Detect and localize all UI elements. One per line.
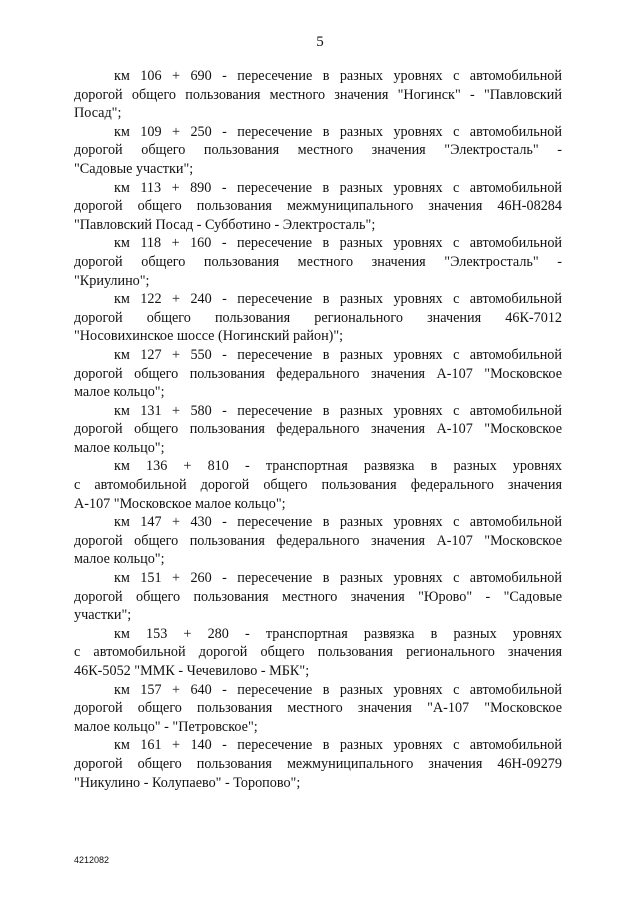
entry-line: дорогой общего пользования местного значения "Юрово" - "Садовые (74, 588, 562, 605)
entry-line: дорогой общего пользования местного значения "Ногинск" - "Павловский (74, 86, 562, 103)
entry-line: дорогой общего пользования местного значения "А-107 "Московское (74, 700, 562, 717)
list-item (74, 346, 562, 402)
list-item (74, 290, 562, 346)
list-item (74, 457, 562, 513)
list-item (74, 123, 562, 179)
entry-line: км 122 + 240 - пересечение в разных уровнях с автомобильной (114, 291, 562, 308)
entry-line: км 157 + 640 - пересечение в разных уровнях с автомобильной (114, 681, 562, 698)
entry-line: "Носовихинское шоссе (Ногинский район)"; (74, 328, 344, 345)
entry-line: дорогой общего пользования межмуниципального значения 46Н-09279 (74, 755, 562, 772)
entry-line: км 113 + 890 - пересечение в разных уровнях с автомобильной (114, 179, 562, 196)
entry-line: малое кольцо"; (74, 551, 165, 568)
entry-line: дорогой общего пользования регионального значения 46К-7012 (74, 309, 562, 326)
entry-line: малое кольцо" - "Петровское"; (74, 718, 258, 735)
list-item (74, 681, 562, 737)
list-item (74, 736, 562, 792)
entry-line: "Никулино - Колупаево" - Торопово"; (74, 774, 301, 791)
entry-line: км 106 + 690 - пересечение в разных уровнях с автомобильной (114, 68, 562, 84)
list-item (74, 625, 562, 681)
entry-line: км 153 + 280 - транспортная развязка в разных уровнях (114, 625, 562, 642)
list-item (74, 67, 562, 123)
entry-line: км 127 + 550 - пересечение в разных уровнях с автомобильной (114, 346, 562, 363)
entry-line: Посад"; (74, 105, 122, 122)
entry-line: км 118 + 160 - пересечение в разных уровнях с автомобильной (114, 235, 562, 252)
entry-line: км 161 + 140 - пересечение в разных уровнях с автомобильной (114, 737, 562, 754)
entry-line: км 136 + 810 - транспортная развязка в разных уровнях (114, 458, 562, 475)
list-item (74, 513, 562, 569)
entry-line: "Павловский Посад - Субботино - Электросталь"; (74, 216, 376, 233)
entry-line: с автомобильной дорогой общего пользования федерального значения (74, 477, 562, 494)
entry-line: "Криулино"; (74, 272, 150, 289)
list-item (74, 234, 562, 290)
entry-line: малое кольцо"; (74, 384, 165, 401)
entry-line: дорогой общего пользования федерального значения А-107 "Московское (74, 365, 562, 382)
entry-line: "Садовые участки"; (74, 160, 194, 177)
entry-line: дорогой общего пользования межмуниципального значения 46Н-08284 (74, 198, 562, 215)
entry-line: км 109 + 250 - пересечение в разных уровнях с автомобильной (114, 123, 562, 140)
entries-list (74, 67, 562, 792)
entry-line: 46К-5052 "ММК - Чечевилово - МБК"; (74, 663, 310, 679)
entry-line: дорогой общего пользования федерального значения А-107 "Московское (74, 421, 562, 438)
entry-line: км 147 + 430 - пересечение в разных уровнях с автомобильной (114, 514, 562, 531)
page-number: 5 (316, 34, 324, 50)
entry-line: дорогой общего пользования местного значения "Электросталь" - (74, 253, 562, 270)
list-item (74, 569, 562, 625)
document-code: 4212082 (74, 855, 110, 865)
entry-line: малое кольцо"; (74, 439, 165, 456)
list-item (74, 179, 562, 235)
entry-line: км 151 + 260 - пересечение в разных уровнях с автомобильной (114, 570, 562, 587)
entry-line: участки"; (74, 607, 132, 624)
entry-line: км 131 + 580 - пересечение в разных уровнях с автомобильной (114, 402, 562, 419)
list-item (74, 402, 562, 458)
entry-line: А-107 "Московское малое кольцо"; (74, 495, 286, 512)
entry-line: дорогой общего пользования федерального значения А-107 "Московское (74, 532, 562, 549)
entry-line: дорогой общего пользования местного значения "Электросталь" - (74, 142, 562, 159)
entry-line: с автомобильной дорогой общего пользования регионального значения (74, 644, 562, 661)
